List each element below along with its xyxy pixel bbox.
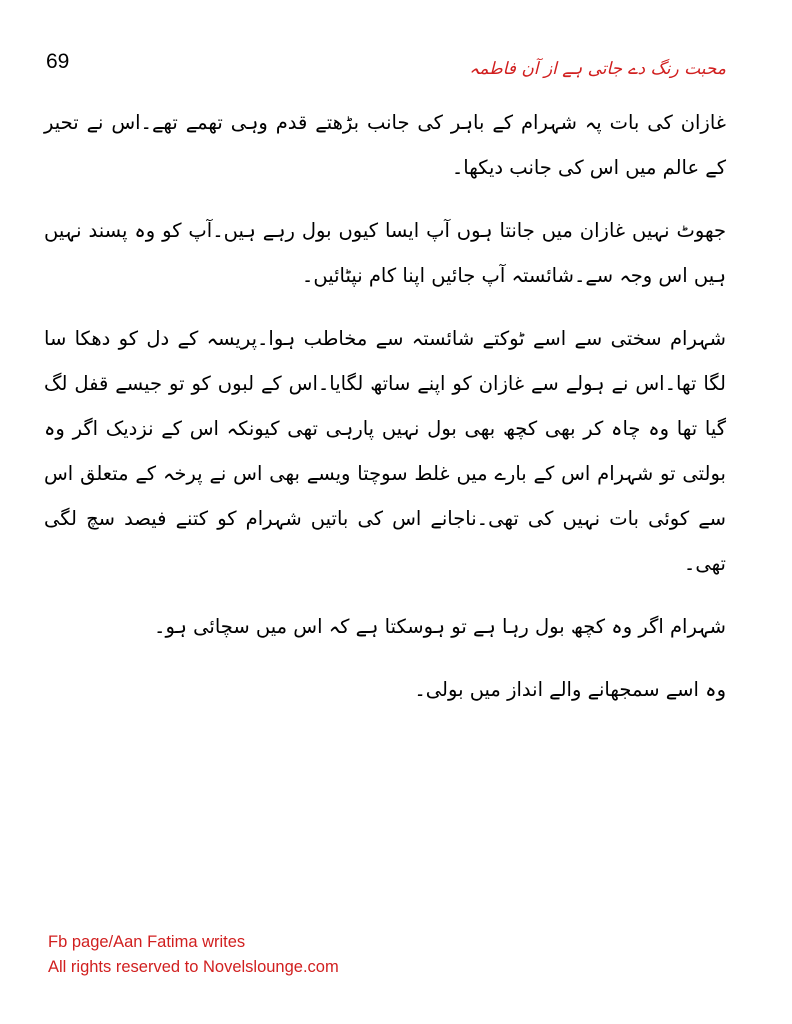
footer-rights: All rights reserved to Novelslounge.com: [48, 958, 339, 976]
footer-fb-page: Fb page/Aan Fatima writes: [48, 933, 246, 951]
paragraph-1: غازان کی بات پہ شہرام کے باہر کی جانب بڑھتے قدم وہی تھمے تھے۔اس نے تحیر کے عالم میں اس کی جانب دیکھا۔: [44, 111, 726, 179]
page-number: 69: [46, 50, 70, 73]
paragraph-3: شہرام سختی سے اسے ٹوکتے شائستہ سے مخاطب ہوا۔پریسہ کے دل کو دھکا سا لگا تھا۔اس نے ہولے سے غازان کو اپنے ساتھ لگایا۔اس کے لبوں کو تو جیسے قفل لگ گیا تھا وہ چاہ کر بھی کچھ بھی بول نہیں پارہی تھی کیونکہ اس کے نزدیک اگر وہ بولتی تو شہرام اس کے بارے میں غلط سوچتا ویسے بھی اس نے پرخہ کے متعلق اس سے کوئی بات نہیں کی تھی۔ناجانے اس کی باتیں شہرام کو کتنے فیصد سچ لگی تھی۔: [44, 327, 726, 575]
paragraph-2: جھوٹ نہیں غازان میں جانتا ہوں آپ ایسا کیوں بول رہے ہیں۔آپ کو وہ پسند نہیں ہیں اس وجہ سے۔شائستہ آپ جائیں اپنا کام نپٹائیں۔: [44, 219, 726, 287]
paragraph-5: وہ اسے سمجھانے والے انداز میں بولی۔: [414, 678, 726, 701]
novel-body: [44, 100, 726, 730]
paragraph-4: شہرام اگر وہ کچھ بول رہا ہے تو ہوسکتا ہے کہ اس میں سچائی ہو۔: [154, 615, 726, 638]
novel-title-header: محبت رنگ دے جاتی ہے از آن فاطمہ: [469, 59, 726, 79]
footer-credits: [48, 930, 339, 980]
